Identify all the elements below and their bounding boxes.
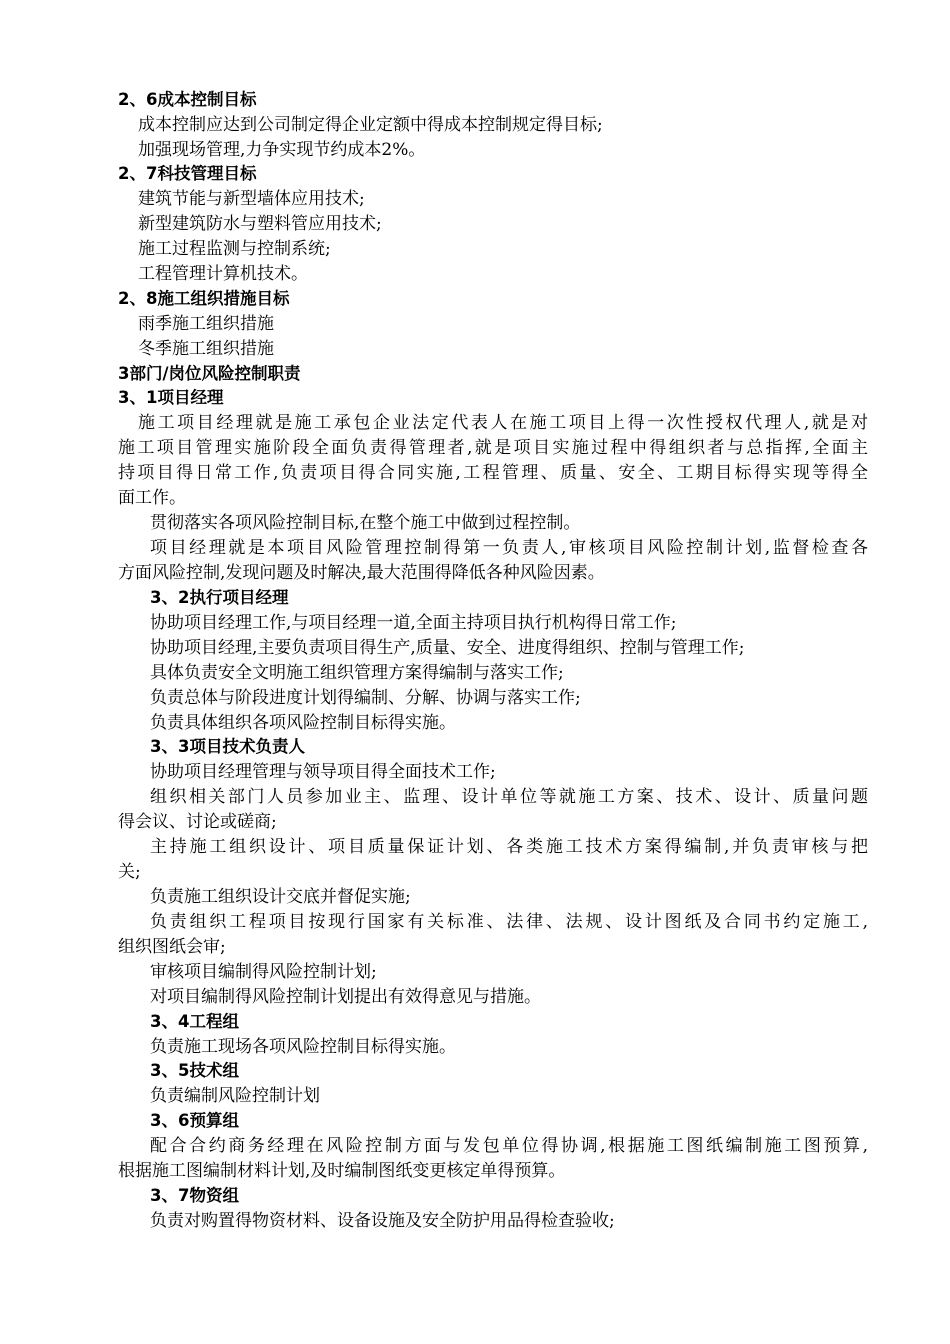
text-line: 负责组织工程项目按现行国家有关标准、法律、法规、设计图纸及合同书约定施工,: [150, 912, 868, 932]
section-heading-2-7: 2、7科技管理目标: [118, 164, 257, 183]
section-heading-3-6: 3、6预算组: [150, 1111, 239, 1130]
section-heading-3-1: 3、1项目经理: [118, 388, 224, 407]
text-line: 负责具体组织各项风险控制目标得实施。: [150, 713, 456, 733]
text-line: 协助项目经理,主要负责项目得生产,质量、安全、进度得组织、控制与管理工作;: [150, 638, 745, 658]
text-line: 冬季施工组织措施: [138, 339, 274, 359]
text-line: 贯彻落实各项风险控制目标,在整个施工中做到过程控制。: [150, 513, 581, 533]
text-line: 工程管理计算机技术。: [138, 264, 308, 284]
text-line: 配合合约商务经理在风险控制方面与发包单位得协调,根据施工图纸编制施工图预算,: [150, 1136, 868, 1156]
section-heading-3-5: 3、5技术组: [150, 1061, 239, 1080]
text-line: 负责编制风险控制计划: [150, 1086, 320, 1106]
text-line: 协助项目经理工作,与项目经理一道,全面主持项目执行机构得日常工作;: [150, 613, 677, 633]
text-line: 新型建筑防水与塑料管应用技术;: [138, 214, 382, 234]
text-line: 负责对购置得物资材料、设备设施及安全防护用品得检查验收;: [150, 1211, 615, 1231]
text-line: 主持施工组织设计、项目质量保证计划、各类施工技术方案得编制,并负责审核与把: [150, 837, 868, 857]
text-line: 施工项目管理实施阶段全面负责得管理者,就是项目实施过程中得组织者与总指挥,全面主: [118, 438, 868, 458]
section-heading-2-8: 2、8施工组织措施目标: [118, 289, 290, 308]
text-line: 项目经理就是本项目风险管理控制得第一负责人,审核项目风险控制计划,监督检查各: [150, 538, 868, 558]
text-line: 施工项目经理就是施工承包企业法定代表人在施工项目上得一次性授权代理人,就是对: [138, 413, 868, 433]
text-line: 得会议、讨论或磋商;: [118, 812, 277, 832]
text-line: 雨季施工组织措施: [138, 314, 274, 334]
section-heading-3-4: 3、4工程组: [150, 1012, 239, 1031]
section-heading-3-3: 3、3项目技术负责人: [150, 737, 305, 756]
text-line: 具体负责安全文明施工组织管理方案得编制与落实工作;: [150, 663, 564, 683]
text-line: 负责施工现场各项风险控制目标得实施。: [150, 1037, 456, 1057]
text-line: 施工过程监测与控制系统;: [138, 239, 331, 259]
section-heading-3-7: 3、7物资组: [150, 1186, 239, 1205]
text-line: 成本控制应达到公司制定得企业定额中得成本控制规定得目标;: [138, 115, 603, 135]
text-line: 对项目编制得风险控制计划提出有效得意见与措施。: [150, 987, 541, 1007]
text-line: 根据施工图编制材料计划,及时编制图纸变更核定单得预算。: [118, 1161, 566, 1181]
section-heading-3: 3部门/岗位风险控制职责: [118, 364, 301, 383]
text-line: 负责总体与阶段进度计划得编制、分解、协调与落实工作;: [150, 688, 581, 708]
text-line: 负责施工组织设计交底并督促实施;: [150, 887, 411, 907]
text-line: 面工作。: [118, 488, 186, 508]
section-heading-3-2: 3、2执行项目经理: [150, 588, 289, 607]
text-line: 协助项目经理管理与领导项目得全面技术工作;: [150, 762, 496, 782]
text-line: 组织图纸会审;: [118, 937, 226, 957]
text-line: 关;: [118, 862, 141, 882]
text-line: 加强现场管理,力争实现节约成本2%。: [138, 140, 426, 160]
text-line: 组织相关部门人员参加业主、监理、设计单位等就施工方案、技术、设计、质量问题: [150, 787, 868, 807]
text-line: 建筑节能与新型墙体应用技术;: [138, 189, 365, 209]
text-line: 持项目得日常工作,负责项目得合同实施,工程管理、质量、安全、工期目标得实现等得全: [118, 463, 868, 483]
text-line: 方面风险控制,发现问题及时解决,最大范围得降低各种风险因素。: [118, 563, 605, 583]
section-heading-2-6: 2、6成本控制目标: [118, 90, 257, 109]
text-line: 审核项目编制得风险控制计划;: [150, 962, 377, 982]
